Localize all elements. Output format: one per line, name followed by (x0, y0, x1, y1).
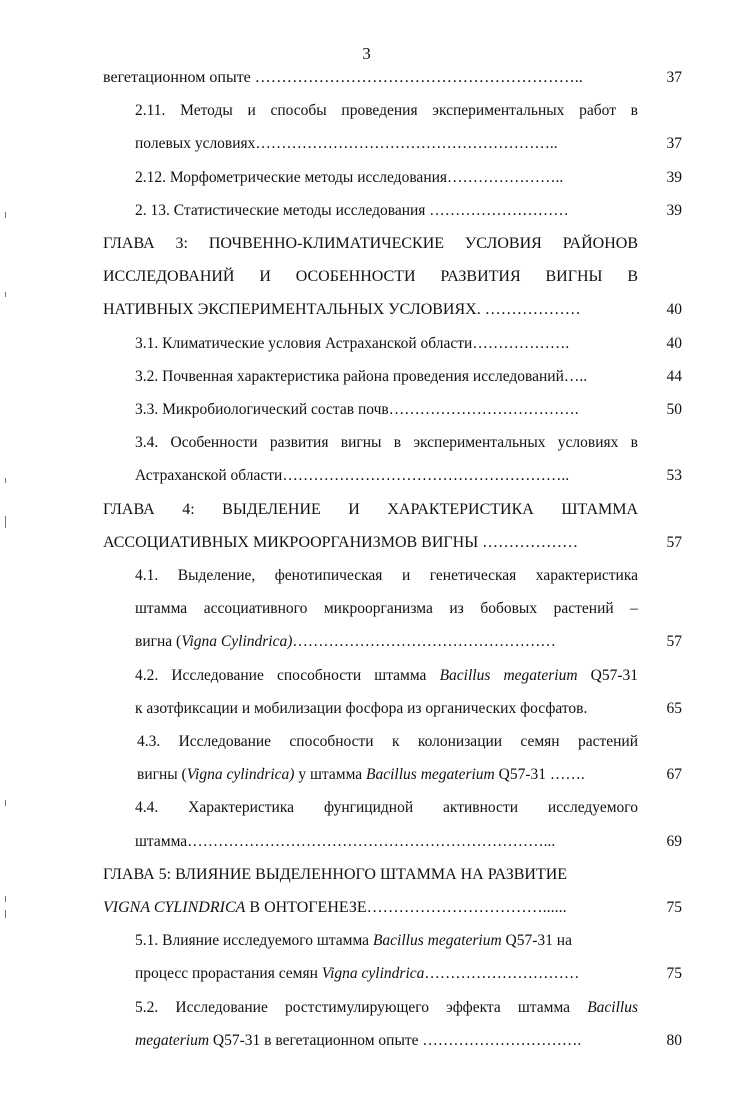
toc-entry-text (137, 759, 638, 791)
toc-entry-text (135, 427, 638, 459)
scan-mark (5, 896, 6, 902)
italic-term: Bacillus megaterium (372, 932, 502, 949)
text-run: вигна ( (135, 633, 182, 650)
toc-entry (0, 958, 733, 990)
toc-entry (0, 626, 733, 658)
toc-page-number: 37 (666, 135, 682, 152)
toc-entry (0, 294, 733, 326)
italic-term: Bacillus megaterium (366, 766, 495, 783)
toc-entry-text (103, 62, 638, 94)
toc-entry-text (135, 626, 638, 658)
toc-entry (0, 660, 733, 692)
text-run: вигны ( (137, 766, 187, 783)
toc-page-number: 44 (666, 368, 682, 385)
toc-entry (0, 460, 733, 492)
text-run: 2.12. Морфометрические методы исследования………………….. (135, 169, 564, 186)
toc-entry-text (103, 527, 638, 559)
toc-entry-text (135, 195, 638, 227)
text-run: …………………………………………… (292, 633, 556, 650)
text-run: В ОНТОГЕНЕЗЕ……………………………...... (245, 899, 567, 916)
toc-entry (0, 195, 733, 227)
toc-page-number: 39 (666, 202, 682, 219)
scan-mark (5, 478, 6, 483)
text-run: ИССЛЕДОВАНИЙ И ОСОБЕННОСТИ РАЗВИТИЯ ВИГНЫ В (103, 268, 638, 285)
toc-entry-text (103, 494, 638, 526)
toc-entry (0, 1025, 733, 1057)
toc-entry (0, 361, 733, 393)
toc-entry (0, 494, 733, 526)
toc-entry-text (135, 361, 638, 393)
toc-entry (0, 892, 733, 924)
toc-entry (0, 726, 733, 758)
toc-entry-text (135, 328, 638, 360)
toc-entry (0, 826, 733, 858)
toc-page-number: 50 (666, 401, 682, 418)
toc-entry-text (135, 460, 638, 492)
toc-entry-text (135, 660, 638, 692)
toc-entry (0, 593, 733, 625)
toc-entry-text (135, 792, 638, 824)
text-run: 3.2. Почвенная характеристика района проведения исследований….. (135, 368, 588, 385)
toc-entry-text (135, 560, 638, 592)
toc-page-number: 39 (666, 169, 682, 186)
toc-entry (0, 394, 733, 426)
toc-entry (0, 261, 733, 293)
text-run: 3.4. Особенности развития вигны в экспериментальных условиях в (135, 434, 638, 451)
toc-entry (0, 427, 733, 459)
text-run: 5.2. Исследование ростстимулирующего эффекта штамма (135, 999, 588, 1016)
text-run: НАТИВНЫХ ЭКСПЕРИМЕНТАЛЬНЫХ УСЛОВИЯХ. ……………… (103, 301, 581, 318)
toc-entry (0, 759, 733, 791)
toc-page-number: 40 (666, 335, 682, 352)
toc-entry-text (135, 95, 638, 127)
scan-mark (5, 800, 6, 806)
toc-entry (0, 527, 733, 559)
text-run: ГЛАВА 4: ВЫДЕЛЕНИЕ И ХАРАКТЕРИСТИКА ШТАММА (103, 501, 638, 518)
toc-page-number: 57 (666, 534, 682, 551)
scan-mark (5, 292, 6, 297)
text-run: штамма ассоциативного микроорганизма из бобовых растений – (135, 600, 638, 617)
italic-term: VIGNA CYLINDRICA (103, 899, 246, 916)
toc-entry-text (135, 925, 638, 957)
italic-term: Vigna cylindrica (321, 965, 425, 982)
toc-entry-text (103, 228, 638, 260)
toc-entry (0, 925, 733, 957)
text-run: Q57-31 на (501, 932, 572, 949)
text-run: АССОЦИАТИВНЫХ МИКРООРГАНИЗМОВ ВИГНЫ ……………… (103, 534, 579, 551)
text-run: вегетационном опыте …………………………………………………….. (103, 69, 583, 86)
toc-entry (0, 162, 733, 194)
scan-mark (5, 910, 6, 918)
text-run: ГЛАВА 3: ПОЧВЕННО-КЛИМАТИЧЕСКИЕ УСЛОВИЯ РАЙОНОВ (103, 235, 638, 252)
toc-page-number: 67 (666, 766, 682, 783)
toc-page-number: 40 (666, 301, 682, 318)
text-run: 2.11. Методы и способы проведения экспериментальных работ в (135, 102, 638, 119)
italic-term: megaterium (135, 1032, 210, 1049)
italic-term: Vigna cylindrica) (186, 766, 295, 783)
toc-page-number: 69 (666, 833, 682, 850)
toc-page-number: 37 (666, 69, 682, 86)
toc-entry-text (135, 394, 638, 426)
toc-page-number: 53 (666, 467, 682, 484)
toc-page-number: 75 (666, 965, 682, 982)
toc-entry-text (135, 958, 638, 990)
text-run: 5.1. Влияние исследуемого штамма (135, 932, 373, 949)
text-run: 2. 13. Статистические методы исследования ……………………… (135, 202, 569, 219)
toc-page-number: 65 (666, 700, 682, 717)
text-run: процесс прорастания семян (135, 965, 322, 982)
toc-entry-text (135, 162, 638, 194)
text-run: Q57-31 (577, 667, 639, 684)
text-run: 4.3. Исследование способности к колонизации семян растений (137, 733, 638, 750)
text-run: полевых условиях………………………………………………….. (135, 135, 558, 152)
page-number: 3 (362, 44, 371, 63)
text-run: ГЛАВА 5: ВЛИЯНИЕ ВЫДЕЛЕННОГО ШТАММА НА РАЗВИТИЕ (103, 866, 568, 883)
toc-entry-text (135, 593, 638, 625)
toc-page-number: 80 (666, 1032, 682, 1049)
toc-entry-text (103, 294, 638, 326)
text-run: штамма……………………………………………………………... (135, 833, 556, 850)
text-run: 3.1. Климатические условия Астраханской области………………. (135, 335, 570, 352)
text-run: Астраханской области……………………………………………….. (135, 467, 570, 484)
italic-term: Bacillus (587, 999, 638, 1016)
toc-entry-text (103, 859, 638, 891)
text-run: Q57-31 ……. (494, 766, 585, 783)
text-run: к азотфиксации и мобилизации фосфора из органических фосфатов. (135, 700, 588, 717)
scan-mark (5, 212, 6, 218)
scan-mark (5, 516, 6, 528)
toc-entry-text (135, 128, 638, 160)
toc-entry (0, 792, 733, 824)
toc-page-number: 57 (666, 633, 682, 650)
toc-entry-text (137, 726, 638, 758)
toc-entry-text (103, 261, 638, 293)
toc-entry-text (135, 826, 638, 858)
toc-entry (0, 560, 733, 592)
toc-entry (0, 328, 733, 360)
toc-entry (0, 95, 733, 127)
text-run: ………………………… (424, 965, 580, 982)
italic-term: Bacillus megaterium (439, 667, 578, 684)
text-run: 3.3. Микробиологический состав почв………………………………. (135, 401, 579, 418)
toc-entry (0, 228, 733, 260)
toc-entry-text (135, 1025, 638, 1057)
toc-entry (0, 693, 733, 725)
toc-entry (0, 859, 733, 891)
text-run: 4.4. Характеристика фунгицидной активности исследуемого (135, 799, 638, 816)
scan-margin-marks (5, 0, 11, 1100)
text-run: 4.1. Выделение, фенотипическая и генетическая характеристика (135, 567, 638, 584)
toc-entry (0, 62, 733, 94)
toc-entry (0, 992, 733, 1024)
toc-entry-text (135, 992, 638, 1024)
text-run: 4.2. Исследование способности штамма (135, 667, 440, 684)
italic-term: Vigna Cylindrica) (181, 633, 293, 650)
toc-entry (0, 128, 733, 160)
text-run: у штамма (294, 766, 367, 783)
toc-entry-text (135, 693, 646, 725)
toc-page-number: 75 (666, 899, 682, 916)
text-run: Q57-31 в вегетационном опыте …………………………. (209, 1032, 582, 1049)
toc-entry-text (103, 892, 638, 924)
